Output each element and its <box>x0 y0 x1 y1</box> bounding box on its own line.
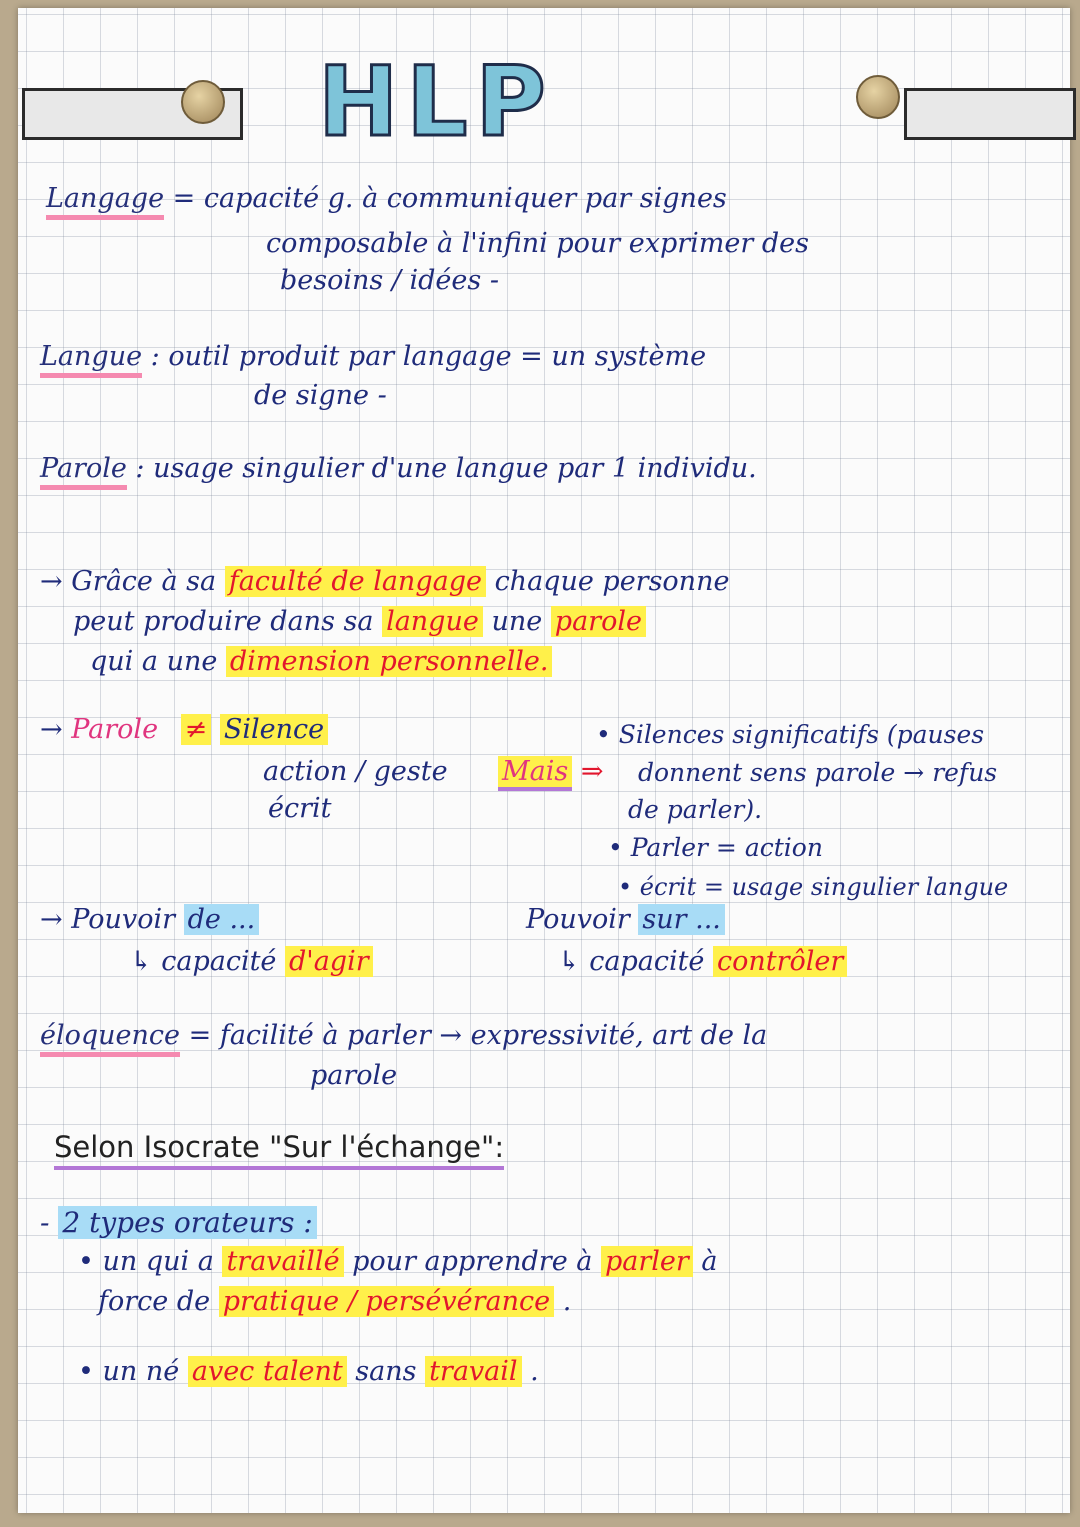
definition-line: usage singulier d'une langue par 1 individu. <box>153 453 757 484</box>
hook-arrow-icon: ↳ <box>130 946 153 977</box>
definition-sep: = <box>172 183 196 214</box>
highlight: 2 types orateurs : <box>58 1206 316 1239</box>
highlight: dimension personnelle. <box>226 646 552 677</box>
highlight: langue <box>382 606 483 637</box>
arrow-icon: → <box>40 714 63 745</box>
highlight: d'agir <box>285 946 373 977</box>
mais-label: Mais <box>498 756 572 791</box>
definition-sep: : <box>150 341 160 372</box>
right-note: de parler). <box>628 795 763 824</box>
right-note: • écrit = usage singulier langue <box>618 873 1009 901</box>
definition-line: de signe - <box>254 380 387 411</box>
grace-line-1: → Grâce à sa faculté de langage chaque personne <box>40 566 730 597</box>
page-title: HLP <box>318 46 554 158</box>
definition-langage <box>46 183 727 215</box>
highlight: travaillé <box>222 1246 343 1277</box>
highlight: pratique / persévérance <box>219 1286 554 1317</box>
highlight: parler <box>601 1246 693 1277</box>
definition-line: outil produit par langage = un système <box>168 341 707 372</box>
neq-item: Silence <box>220 714 328 745</box>
term-eloquence: éloquence <box>40 1020 180 1057</box>
highlight: sur ... <box>638 904 724 935</box>
hook-arrow-icon: ↳ <box>558 946 581 977</box>
right-note: • Silences significatifs (pauses <box>596 720 985 749</box>
eloquence-row: éloquence = facilité à parler → expressivité, art de la <box>40 1020 767 1052</box>
parole-label: Parole <box>71 714 159 745</box>
pouvoir-sur-row: Pouvoir sur ... <box>526 904 725 936</box>
term-langue: Langue <box>40 341 142 378</box>
definition-parole <box>40 453 757 485</box>
highlight: travail <box>425 1356 521 1387</box>
double-arrow-icon: ⇒ <box>580 756 604 787</box>
neq-item: action / geste <box>263 756 448 787</box>
right-note: • Parler = action <box>608 833 823 862</box>
pushpin-left-icon <box>181 80 225 124</box>
types-row: - 2 types orateurs : <box>40 1206 317 1240</box>
definition-sep: : <box>135 453 145 484</box>
arrow-icon: → <box>40 566 63 597</box>
bullet-1-line-1: • un qui a travaillé pour apprendre à parler à <box>78 1246 718 1277</box>
term-parole: Parole <box>40 453 127 490</box>
eloquence-line-2: parole <box>310 1060 398 1091</box>
neq-sign: ≠ <box>181 714 212 745</box>
highlight: parole <box>551 606 646 637</box>
mais-row <box>498 756 603 788</box>
arrow-icon: → <box>40 904 63 935</box>
term-langage: Langage <box>46 183 164 220</box>
isocrate-heading: Selon Isocrate "Sur l'échange": <box>54 1130 504 1165</box>
definition-line: capacité g. à communiquer par signes <box>203 183 727 214</box>
definition-line: besoins / idées - <box>280 265 499 296</box>
pouvoir-de-row: → Pouvoir de ... <box>40 904 259 936</box>
definition-line: composable à l'infini pour exprimer des <box>266 228 809 259</box>
pouvoir-de-sub: ↳ capacité d'agir <box>130 946 373 978</box>
highlight: de ... <box>184 904 260 935</box>
bullet-1-line-2: force de pratique / persévérance . <box>98 1286 572 1317</box>
pouvoir-sur-sub: ↳ capacité contrôler <box>558 946 847 978</box>
grace-line-3: qui a une dimension personnelle. <box>90 646 552 678</box>
parole-neq-row <box>40 714 328 746</box>
highlight: faculté de langage <box>225 566 486 597</box>
highlight: avec talent <box>188 1356 347 1387</box>
definition-langue <box>40 341 706 373</box>
highlight: contrôler <box>713 946 847 977</box>
grace-line-2: peut produire dans sa langue une parole <box>73 606 646 638</box>
neq-item: écrit <box>268 793 332 824</box>
pushpin-right-icon <box>856 75 900 119</box>
right-note: donnent sens parole → refus <box>638 758 998 787</box>
tape-right <box>904 88 1076 140</box>
bullet-2: • un né avec talent sans travail . <box>78 1356 539 1387</box>
notebook-page <box>18 8 1070 1513</box>
